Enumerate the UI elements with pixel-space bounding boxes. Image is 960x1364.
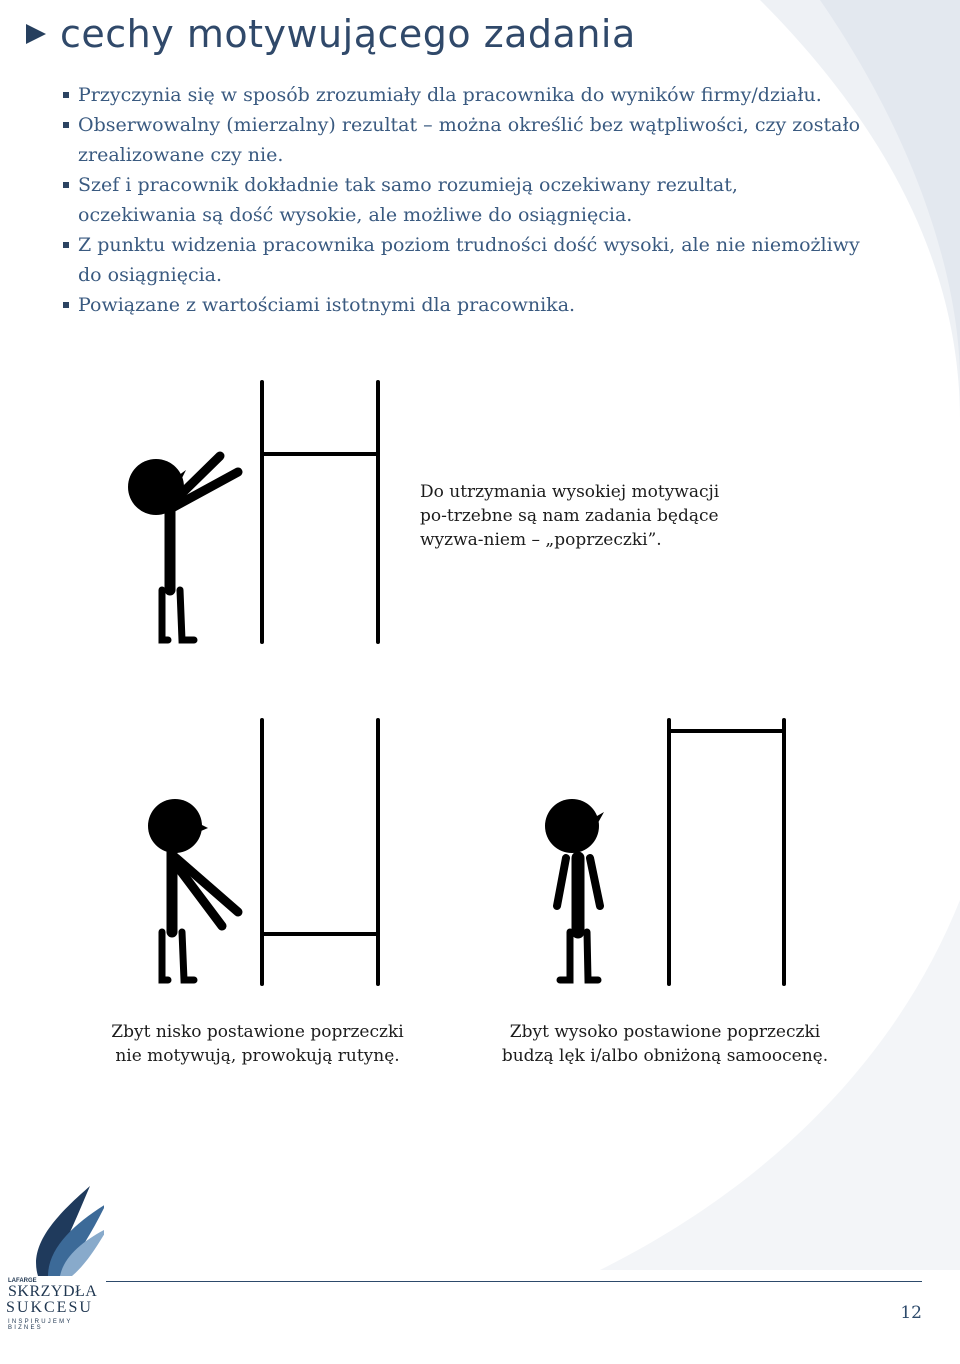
logo-line2: SUKCESU [6, 1299, 93, 1316]
list-item: Obserwowalny (mierzalny) rezultat – można określić bez wątpliwości, czy zostało zrealizowane czy nie. [62, 110, 862, 170]
wing-icon [8, 1184, 104, 1280]
figure-high-bar [545, 720, 784, 984]
list-item: Szef i pracownik dokładnie tak samo rozumieją oczekiwany rezultat, oczekiwania są dość wysokie, ale możliwe do osiągnięcia. [62, 170, 862, 230]
caption-high-bar: Zbyt wysoko postawione poprzeczki budzą lęk i/albo obniżoną samoocenę. [501, 1022, 829, 1066]
figure-reaching [128, 382, 378, 642]
footer-divider [106, 1281, 922, 1282]
caption-low-bar: Zbyt nisko postawione poprzeczki nie motywują, prowokują rutynę. [111, 1022, 404, 1066]
figure-low-bar [148, 720, 378, 984]
page-title: cechy motywującego zadania [60, 12, 636, 56]
list-item: Przyczynia się w sposób zrozumiały dla pracownika do wyników firmy/działu. [62, 80, 862, 110]
logo-tagline: INSPIRUJEMY BIZNES [8, 1319, 73, 1331]
logo-line1: SKRZYDŁA [8, 1283, 98, 1300]
list-item: Z punktu widzenia pracownika poziom trudności dość wysoki, ale nie niemożliwy do osiągnięcia. [62, 230, 862, 290]
page-number: 12 [900, 1303, 922, 1323]
list-item: Powiązane z wartościami istotnymi dla pracownika. [62, 290, 862, 320]
logo-lafarge: LAFARGE [8, 1278, 37, 1284]
caption-main: Do utrzymania wysokiej motywacji po-trzebne są nam zadania będące wyzwa-niem – „poprzeczki”. [420, 482, 720, 550]
brand-logo [8, 1184, 100, 1334]
